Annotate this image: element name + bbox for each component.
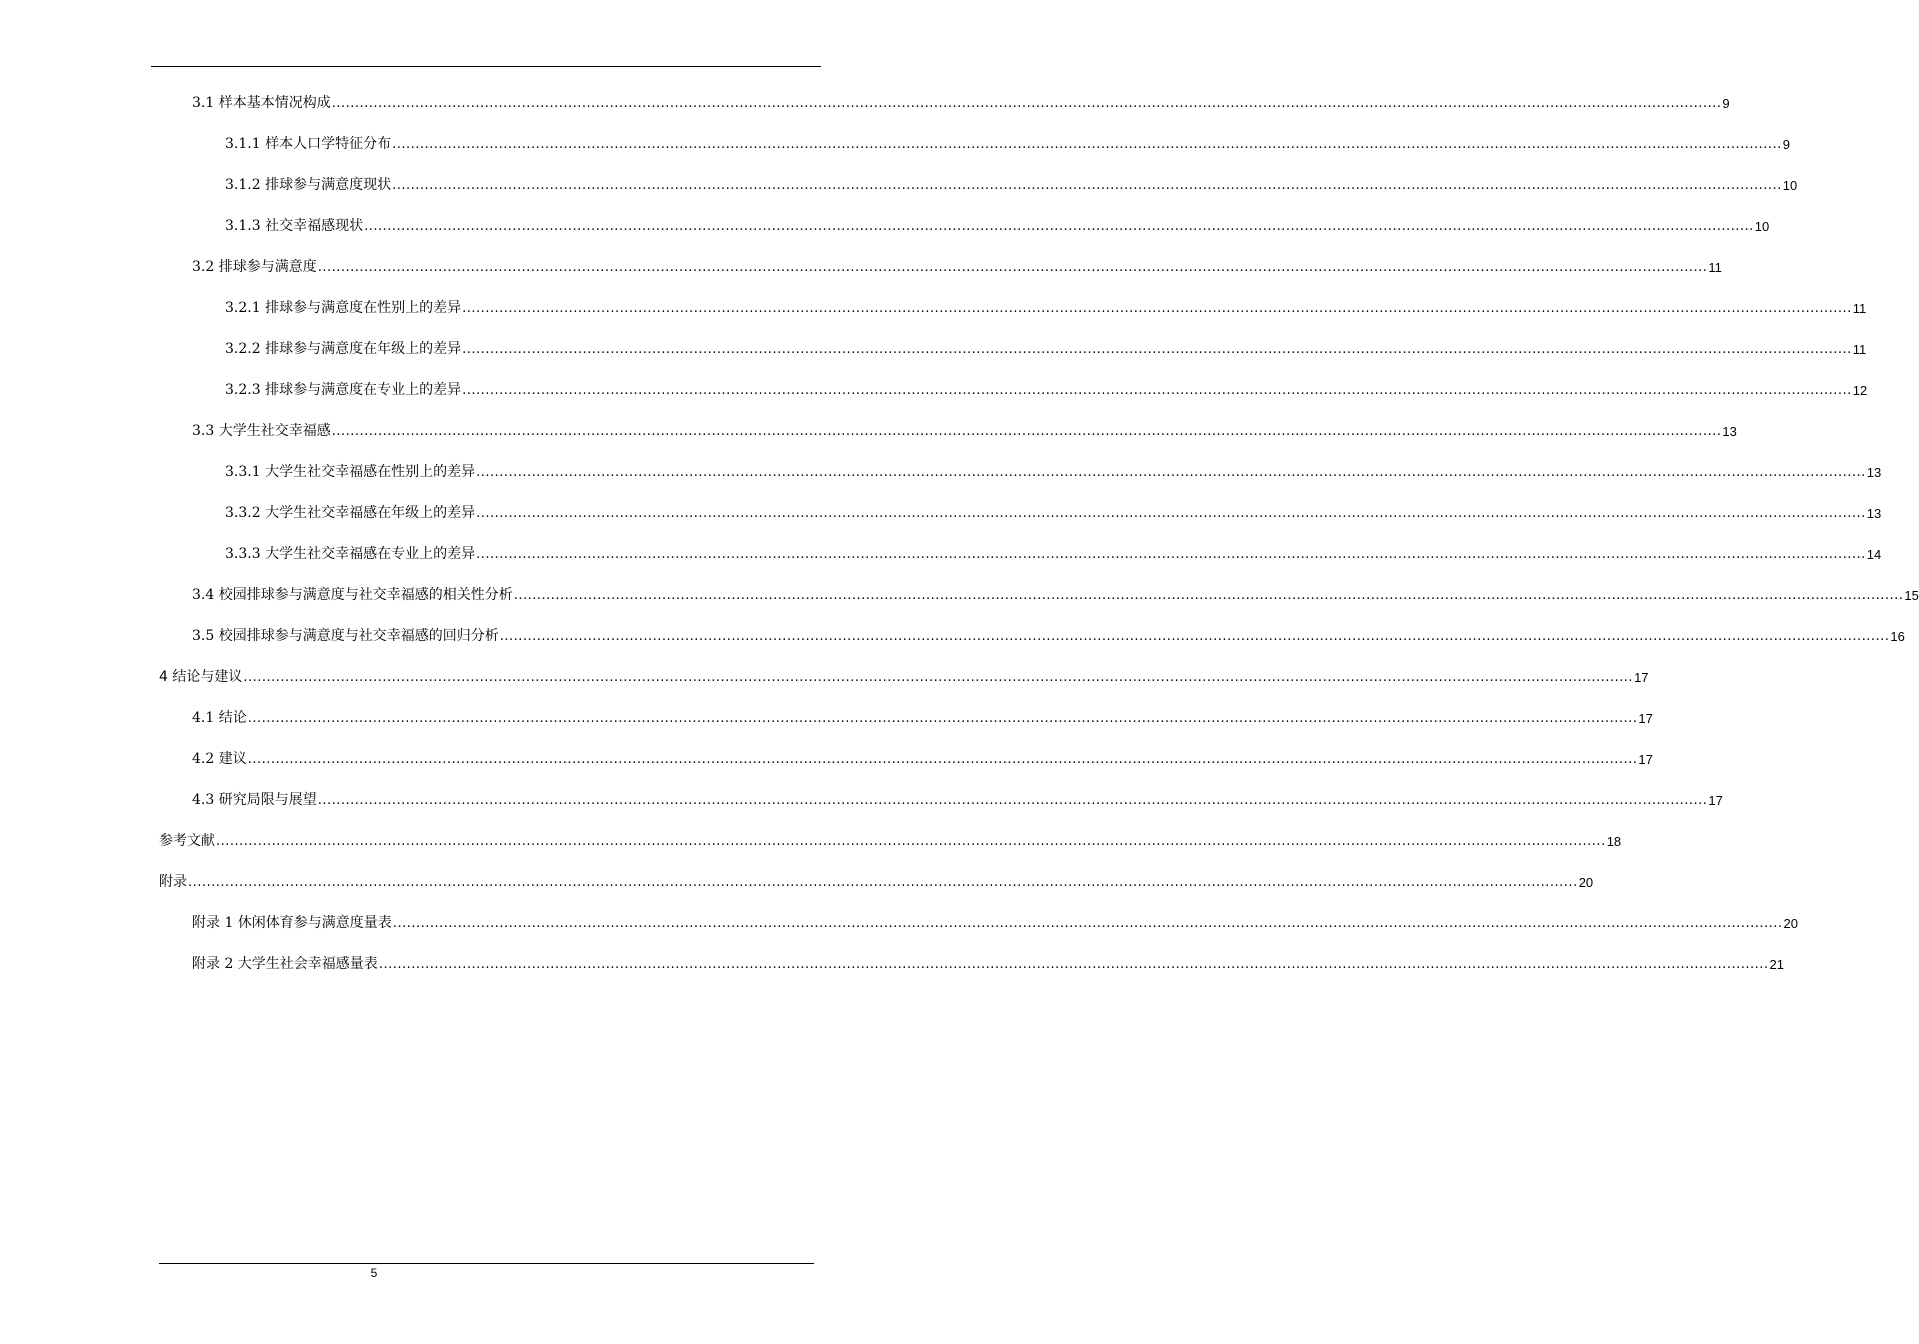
toc-entry-label: 3.2.2 排球参与满意度在年级上的差异 bbox=[225, 341, 462, 357]
toc-entry-label: 3.1.1 样本人口学特征分布 bbox=[225, 136, 392, 152]
toc-entry-page-number: 20 bbox=[1578, 875, 1594, 890]
toc-entry-label: 3.2.3 排球参与满意度在专业上的差异 bbox=[225, 382, 462, 398]
toc-entry-label: 3.1.3 社交幸福感现状 bbox=[225, 218, 364, 234]
toc-dot-leader: ............................................................................................................................................................................................................................................................................................................ bbox=[247, 751, 1638, 767]
toc-dot-leader: ............................................................................................................................................................................................................................................................................................................ bbox=[247, 710, 1638, 726]
toc-entry-page-number: 20 bbox=[1783, 916, 1798, 931]
toc-entry-page-number: 17 bbox=[1708, 793, 1723, 808]
toc-dot-leader: ............................................................................................................................................................................................................................................................................................................ bbox=[392, 177, 1782, 193]
toc-entry-page-number: 9 bbox=[1782, 137, 1791, 152]
toc-entry[interactable] bbox=[225, 124, 1791, 165]
toc-entry-label: 3.4 校园排球参与满意度与社交幸福感的相关性分析 bbox=[192, 587, 513, 603]
toc-entry-page-number: 11 bbox=[1852, 301, 1867, 316]
toc-entry-label: 3.1 样本基本情况构成 bbox=[192, 95, 331, 111]
toc-dot-leader: ............................................................................................................................................................................................................................................................................................................ bbox=[476, 546, 1866, 562]
toc-entry[interactable] bbox=[192, 411, 1737, 452]
toc-entry-page-number: 13 bbox=[1866, 465, 1882, 480]
toc-entry-label: 参考文献 bbox=[159, 833, 215, 849]
toc-entry-label: 4.1 结论 bbox=[192, 710, 247, 726]
toc-dot-leader: ............................................................................................................................................................................................................................................................................................................ bbox=[392, 915, 1783, 931]
toc-entry-page-number: 18 bbox=[1606, 834, 1622, 849]
toc-dot-leader: ............................................................................................................................................................................................................................................................................................................ bbox=[188, 874, 1578, 890]
toc-entry-page-number: 10 bbox=[1754, 219, 1770, 234]
toc-entry[interactable] bbox=[225, 534, 1882, 575]
footer-rule bbox=[159, 1263, 814, 1264]
toc-entry-label: 3.2.1 排球参与满意度在性别上的差异 bbox=[225, 300, 462, 316]
header-rule bbox=[151, 66, 821, 67]
toc-dot-leader: ............................................................................................................................................................................................................................................................................................................ bbox=[476, 505, 1866, 521]
toc-entry-label: 附录 1 休闲体育参与满意度量表 bbox=[192, 915, 392, 931]
toc-dot-leader: ............................................................................................................................................................................................................................................................................................................ bbox=[378, 956, 1769, 972]
toc-entry-label: 3.2 排球参与满意度 bbox=[192, 259, 317, 275]
toc-entry-label: 3.3 大学生社交幸福感 bbox=[192, 423, 331, 439]
toc-dot-leader: ............................................................................................................................................................................................................................................................................................................ bbox=[216, 833, 1606, 849]
toc-entry-label: 附录 bbox=[159, 874, 187, 890]
toc-entry[interactable] bbox=[159, 821, 1622, 862]
toc-entry-page-number: 16 bbox=[1890, 629, 1905, 644]
toc-entry-page-number: 17 bbox=[1638, 752, 1653, 767]
toc-entry-label: 附录 2 大学生社会幸福感量表 bbox=[192, 956, 378, 972]
toc-entry-page-number: 9 bbox=[1722, 96, 1730, 111]
toc-dot-leader: ............................................................................................................................................................................................................................................................................................................ bbox=[462, 382, 1852, 398]
toc-entry[interactable] bbox=[192, 83, 1730, 124]
toc-entry-page-number: 13 bbox=[1866, 506, 1882, 521]
toc-entry-page-number: 17 bbox=[1638, 711, 1653, 726]
toc-entry-label: 3.5 校园排球参与满意度与社交幸福感的回归分析 bbox=[192, 628, 499, 644]
toc-entry[interactable] bbox=[192, 903, 1798, 944]
toc-dot-leader: ............................................................................................................................................................................................................................................................................................................ bbox=[499, 628, 1890, 644]
toc-entry-label: 4 结论与建议 bbox=[159, 669, 243, 685]
toc-dot-leader: ............................................................................................................................................................................................................................................................................................................ bbox=[243, 669, 1634, 685]
toc-entry-page-number: 11 bbox=[1852, 342, 1867, 357]
toc-entry[interactable] bbox=[159, 657, 1649, 698]
toc-entry[interactable] bbox=[159, 862, 1594, 903]
toc-entry[interactable] bbox=[225, 493, 1882, 534]
toc-dot-leader: ............................................................................................................................................................................................................................................................................................................ bbox=[331, 423, 1722, 439]
toc-entry[interactable] bbox=[225, 329, 1867, 370]
toc-dot-leader: ............................................................................................................................................................................................................................................................................................................ bbox=[364, 218, 1754, 234]
toc-dot-leader: ............................................................................................................................................................................................................................................................................................................ bbox=[462, 300, 1852, 316]
toc-entry-label: 3.1.2 排球参与满意度现状 bbox=[225, 177, 392, 193]
footer-page-number: 5 bbox=[370, 1266, 378, 1280]
toc-dot-leader: ............................................................................................................................................................................................................................................................................................................ bbox=[331, 95, 1722, 111]
toc-entry[interactable] bbox=[225, 206, 1770, 247]
toc-entry-page-number: 10 bbox=[1782, 178, 1798, 193]
toc-entry-label: 3.3.2 大学生社交幸福感在年级上的差异 bbox=[225, 505, 476, 521]
toc-entry[interactable] bbox=[225, 370, 1868, 411]
toc-entry[interactable] bbox=[192, 616, 1905, 657]
toc-entry-page-number: 15 bbox=[1904, 588, 1919, 603]
toc-entry-label: 3.3.1 大学生社交幸福感在性别上的差异 bbox=[225, 464, 476, 480]
toc-entry-page-number: 11 bbox=[1708, 260, 1722, 275]
toc-entry-page-number: 14 bbox=[1866, 547, 1882, 562]
toc-dot-leader: ............................................................................................................................................................................................................................................................................................................ bbox=[392, 136, 1782, 152]
toc-dot-leader: ............................................................................................................................................................................................................................................................................................................ bbox=[476, 464, 1866, 480]
toc-entry-label: 3.3.3 大学生社交幸福感在专业上的差异 bbox=[225, 546, 476, 562]
toc-entry[interactable] bbox=[192, 247, 1722, 288]
toc-dot-leader: ............................................................................................................................................................................................................................................................................................................ bbox=[462, 341, 1852, 357]
toc-dot-leader: ............................................................................................................................................................................................................................................................................................................ bbox=[317, 259, 1708, 275]
toc-entry-label: 4.3 研究局限与展望 bbox=[192, 792, 317, 808]
toc-entry[interactable] bbox=[192, 575, 1919, 616]
toc-entry-page-number: 17 bbox=[1634, 670, 1649, 685]
toc-entry[interactable] bbox=[225, 165, 1798, 206]
toc-entry-page-number: 12 bbox=[1852, 383, 1868, 398]
toc-entry[interactable] bbox=[192, 739, 1653, 780]
toc-entry[interactable] bbox=[225, 288, 1867, 329]
toc-entry[interactable] bbox=[192, 698, 1653, 739]
toc-dot-leader: ............................................................................................................................................................................................................................................................................................................ bbox=[317, 792, 1708, 808]
toc-dot-leader: ............................................................................................................................................................................................................................................................................................................ bbox=[513, 587, 1904, 603]
table-of-contents bbox=[0, 83, 1919, 985]
toc-entry-page-number: 13 bbox=[1722, 424, 1737, 439]
toc-entry[interactable] bbox=[192, 780, 1723, 821]
toc-entry[interactable] bbox=[192, 944, 1784, 985]
toc-entry-label: 4.2 建议 bbox=[192, 751, 247, 767]
toc-entry-page-number: 21 bbox=[1769, 957, 1784, 972]
toc-entry[interactable] bbox=[225, 452, 1882, 493]
